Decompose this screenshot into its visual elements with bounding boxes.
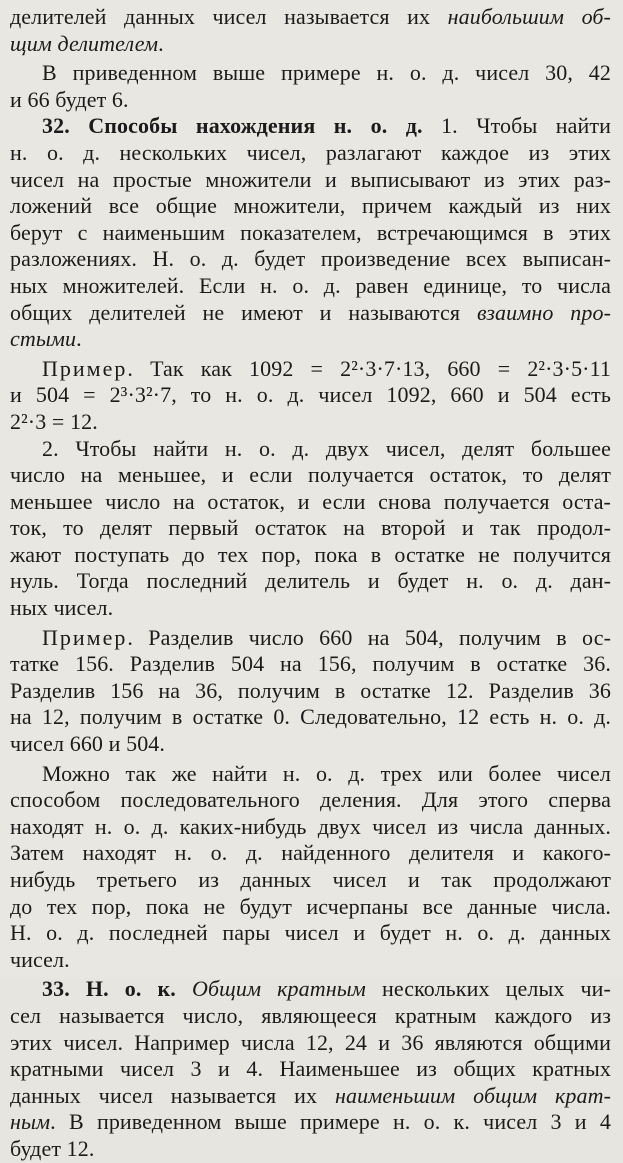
text-run: чисел 660 и 504. <box>10 731 165 757</box>
text-run: сел называется число, являющееся кратным каждого из <box>10 1002 611 1028</box>
text-run: 2²·3 = 12. <box>10 408 98 434</box>
text-run: и 504 = 2³·3²·7, то н. о. д. чисел 1092, 660 и 504 есть <box>10 382 611 408</box>
text-line <box>10 87 611 114</box>
text-line <box>10 326 611 353</box>
text-line <box>10 1136 611 1163</box>
text-run: чисел. <box>10 946 70 972</box>
text-line <box>10 60 611 87</box>
text-line <box>10 462 611 489</box>
text-line <box>10 246 611 273</box>
text-line <box>10 409 611 436</box>
text-run: нуль. Тогда последний делитель и будет н. о. д. дан- <box>10 568 611 594</box>
text-run: н. о. д. нескольких чисел, разлагают каждое из этих <box>10 139 611 165</box>
text-run: меньшее число на остаток, и если снова получается оста- <box>10 488 611 514</box>
text-run: Пример <box>42 355 128 381</box>
italic-term: стыми <box>10 326 77 352</box>
text-line <box>10 273 611 300</box>
text-line <box>10 1056 611 1083</box>
text-run: кратными чисел 3 и 4. Наименьшее из общих кратных <box>10 1056 611 1082</box>
text-run: Разделив 156 на 36, получим в остатке 12. Разделив 36 <box>10 677 611 703</box>
text-line <box>10 704 611 731</box>
section-heading: 32. Способы нахождения н. о. д. <box>42 113 423 139</box>
text-line <box>10 382 611 409</box>
text-line <box>10 489 611 516</box>
text-run: татке 156. Разделив 504 на 156, получим в остатке 36. <box>10 651 611 677</box>
text-line <box>10 920 611 947</box>
text-run: . Так как 1092 = 2²·3·7·13, 660 = 2²·3·5·11 <box>127 355 611 381</box>
text-run: делителей данных чисел называется их <box>10 4 448 29</box>
text-run: этих чисел. Например числа 12, 24 и 36 являются общими <box>10 1029 611 1055</box>
text-run: нескольких целых чи- <box>365 976 611 1002</box>
text-line <box>10 894 611 921</box>
italic-term: Общим кратным <box>191 976 366 1002</box>
text-line <box>10 356 611 383</box>
text-run: разложениях. Н. о. д. будет произведение всех выписан- <box>10 246 611 272</box>
text-line <box>10 651 611 678</box>
text-run: ложений все общие множители, причем каждый из них <box>10 193 611 219</box>
text-run: 1. Чтобы найти <box>422 113 611 139</box>
text-run <box>176 976 192 1001</box>
text-run: до тех пор, пока не будут исчерпаны все данные числа. <box>10 893 611 919</box>
section-heading: 33. Н. о. к. <box>42 976 176 1002</box>
text-line <box>10 947 611 974</box>
text-run: Затем находят н. о. д. найденного делителя и какого- <box>10 840 611 866</box>
text-run: общих делителей не имеют и называются <box>10 299 477 325</box>
text-run: число на меньшее, и если получается остаток, то делят <box>10 462 611 488</box>
text-line <box>10 840 611 867</box>
text-line <box>10 678 611 705</box>
text-line <box>10 515 611 542</box>
text-line <box>10 731 611 758</box>
text-run: ток, то делят первый остаток на второй и так продол- <box>10 515 611 541</box>
text-line <box>10 4 611 31</box>
text-line <box>10 1030 611 1057</box>
text-line <box>10 814 611 841</box>
text-line <box>10 867 611 894</box>
text-line <box>10 542 611 569</box>
text-line <box>10 976 611 1003</box>
text-run: . В приведенном выше примере н. о. к. чисел 3 и 4 <box>50 1109 611 1135</box>
text-line <box>10 568 611 595</box>
text-run: нибудь третьего из данных чисел и так продолжают <box>10 867 611 892</box>
text-run: на 12, получим в остатке 0. Следовательно, 12 есть н. о. д. <box>10 704 611 730</box>
text-line <box>10 1109 611 1136</box>
text-run: . Разделив число 660 на 504, получим в ос- <box>127 624 611 650</box>
text-run: и 66 будет 6. <box>10 86 129 112</box>
text-run: Н. о. д. последней пары чисел и будет н. о. д. данных <box>10 920 611 946</box>
text-line <box>10 436 611 463</box>
italic-term: ным <box>10 1109 51 1135</box>
text-run: В приведенном выше примере н. о. д. чисел 30, 42 <box>42 60 611 86</box>
text-run: чисел на простые множители и выписывают из этих раз- <box>10 166 611 192</box>
text-line <box>10 625 611 652</box>
text-run: находят н. о. д. каких-нибудь двух чисел из числа данных. <box>10 813 611 839</box>
text-line <box>10 220 611 247</box>
text-run: берут с наименьшим показателем, встречающимся в этих <box>10 219 611 245</box>
text-line <box>10 761 611 788</box>
text-run: жают поступать до тех пор, пока в остатке не получится <box>10 541 611 567</box>
text-run: . <box>76 326 82 352</box>
text-run: 2. Чтобы найти н. о. д. двух чисел, делят большее <box>42 435 611 461</box>
italic-term: взаимно про- <box>476 299 611 325</box>
text-run: . <box>158 30 164 56</box>
text-run: Можно так же найти н. о. д. трех или более чисел <box>42 760 611 786</box>
text-line <box>10 1083 611 1110</box>
text-line <box>10 193 611 220</box>
italic-term: наименьшим общим крат- <box>334 1082 611 1108</box>
text-line <box>10 1003 611 1030</box>
text-line <box>10 787 611 814</box>
text-run: способом последовательного деления. Для этого сперва <box>10 787 611 813</box>
text-run: Пример <box>42 624 128 650</box>
italic-term: щим делителем <box>10 30 159 56</box>
italic-term: наибольшим об- <box>447 4 611 29</box>
text-line <box>10 595 611 622</box>
text-line <box>10 31 611 58</box>
text-run: данных чисел называется их <box>10 1082 335 1108</box>
text-line <box>10 167 611 194</box>
text-line <box>10 140 611 167</box>
text-run: будет 12. <box>10 1135 95 1161</box>
text-run: ных чисел. <box>10 595 114 621</box>
text-line <box>10 113 611 140</box>
text-line <box>10 300 611 327</box>
text-run: ных множителей. Если н. о. д. равен единице, то числа <box>10 272 611 298</box>
